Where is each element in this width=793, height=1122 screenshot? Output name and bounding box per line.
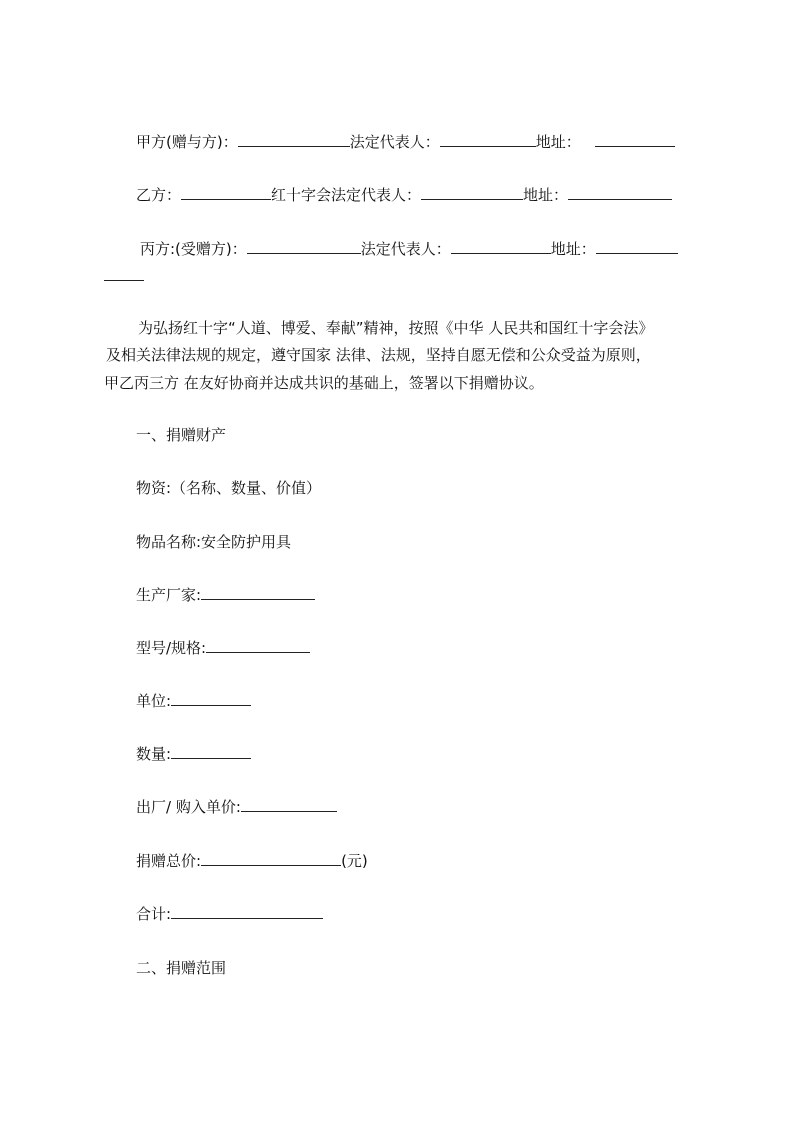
section-2-title: 二、捐赠范围 — [136, 959, 227, 977]
party-b-addr-blank[interactable] — [568, 185, 672, 200]
model-blank[interactable] — [206, 638, 310, 653]
total-price-line — [136, 851, 368, 871]
intro-line-3: 甲乙丙三方 在友好协商并达成共识的基础上，签署以下捐赠协议。 — [104, 374, 544, 392]
model-line — [136, 638, 310, 658]
party-c-addr-blank-continued[interactable] — [104, 266, 144, 281]
intro-line-1: 为弘扬红十字“人道、博爱、奉献”精神，按照《中华 人民共和国红十字会法》 — [138, 319, 654, 337]
unit-label: 单位: — [136, 692, 172, 710]
party-b-rep-blank[interactable] — [421, 185, 523, 200]
intro-line-2: 及相关法律法规的规定，遵守国家 法律、法规，坚持自愿无偿和公众受益为原则， — [106, 346, 651, 364]
section-1-title: 一、捐赠财产 — [136, 426, 227, 444]
party-c-addr-blank[interactable] — [596, 239, 678, 254]
party-b-label: 乙方： — [136, 186, 182, 204]
party-b-rep-label: 红十字会法定代表人： — [271, 186, 422, 204]
party-c-label: 丙方:(受赠方)： — [140, 240, 247, 258]
party-b-line — [136, 185, 672, 205]
manufacturer-label: 生产厂家: — [136, 586, 202, 604]
quantity-blank[interactable] — [171, 744, 251, 759]
party-a-line — [136, 132, 675, 152]
price-line — [136, 797, 337, 817]
party-c-addr-continuation — [104, 266, 144, 286]
manufacturer-line — [136, 585, 315, 605]
party-a-addr-blank[interactable] — [595, 132, 675, 147]
sum-label: 合计: — [136, 905, 172, 923]
party-a-name-blank[interactable] — [238, 132, 350, 147]
party-c-line — [140, 239, 678, 259]
item-name: 物品名称:安全防护用具 — [136, 533, 292, 551]
price-blank[interactable] — [241, 797, 337, 812]
party-c-name-blank[interactable] — [247, 239, 361, 254]
party-c-rep-label: 法定代表人： — [360, 240, 451, 258]
unit-blank[interactable] — [171, 691, 251, 706]
quantity-label: 数量: — [136, 745, 172, 763]
quantity-line — [136, 744, 251, 764]
party-c-addr-label: 地址： — [550, 240, 596, 258]
manufacturer-blank[interactable] — [201, 585, 315, 600]
party-a-addr-label: 地址： — [535, 133, 581, 151]
party-a-rep-label: 法定代表人： — [349, 133, 440, 151]
unit-line — [136, 691, 251, 711]
party-b-addr-label: 地址： — [523, 186, 569, 204]
party-a-rep-blank[interactable] — [440, 132, 536, 147]
materials-label: 物资:（名称、数量、价值） — [136, 479, 322, 497]
sum-line — [136, 904, 323, 924]
party-a-label: 甲方(赠与方)： — [136, 133, 238, 151]
total-price-label: 捐赠总价: — [136, 852, 202, 870]
party-b-name-blank[interactable] — [181, 185, 271, 200]
model-label: 型号/规格: — [136, 639, 207, 657]
party-c-rep-blank[interactable] — [451, 239, 551, 254]
total-price-unit: (元) — [341, 852, 368, 870]
sum-blank[interactable] — [171, 904, 323, 919]
total-price-blank[interactable] — [201, 851, 341, 866]
price-label: 出厂/ 购入单价: — [136, 798, 241, 816]
